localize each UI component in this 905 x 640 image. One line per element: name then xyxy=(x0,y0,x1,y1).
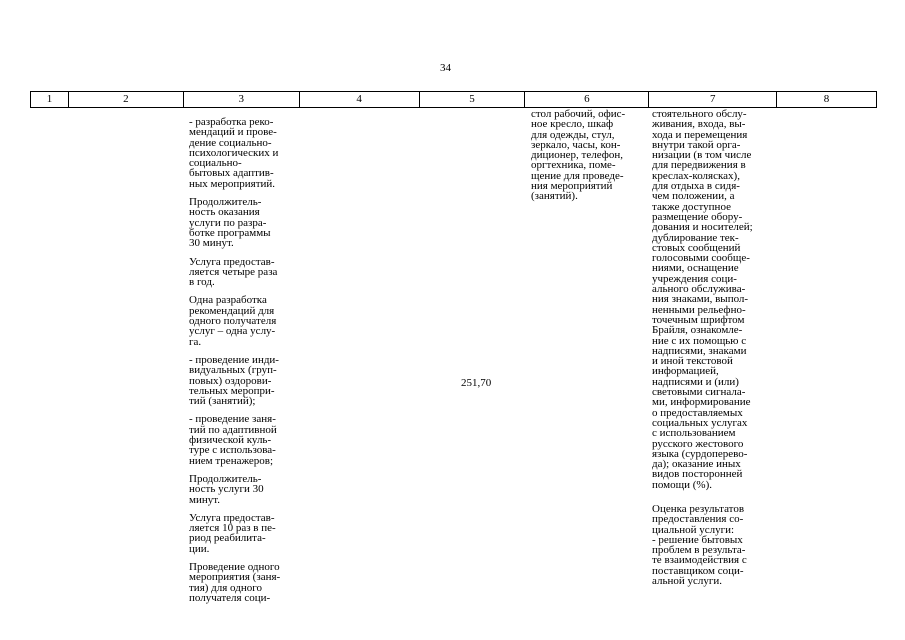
col3-paragraph: Продолжитель- ность услуги 30 минут. xyxy=(189,472,264,506)
column-header-7: 7 xyxy=(649,92,777,107)
column-header-8: 8 xyxy=(777,92,877,107)
column-header-4: 4 xyxy=(300,92,420,107)
column-6-cell: стол рабочий, офис- ное кресло, шкаф для одежды, стул, зеркало, часы, кон- диционер, телефон, оргтехника, поме- щение для проведе- ния мероприятий (занятий). xyxy=(531,108,626,203)
column-3-cell xyxy=(189,117,299,611)
column-7-cell xyxy=(652,109,777,594)
column-header-3: 3 xyxy=(184,92,300,107)
col3-paragraph: Услуга предостав- ляется 10 раз в пе- риод реабилита- ции. xyxy=(189,511,276,555)
col7-paragraph: стоятельного обслу- живания, входа, вы- хода и перемещения внутри такой орга- низации (в том числе для передвижения в креслах-колясках), для отдыха в сидя- чем положении, а также доступное размещение обору- дования и носителей; дублирование тек- стовых сообщений голосовыми сообще- ниями, оснащение учреждения соци- ального обслужива- ния знаками, выпол- ненными рельефно- точечным шрифтом Брайля, ознакомле- ние с их помощью с надписями, знаками и иной текстовой информацией, надписями и (или) световыми сигнала- ми, информирование о предоставляемых социальных услугах с использованием русского жестового языка (сурдоперево- да); оказание иных видов посторонней помощи (%). xyxy=(652,108,753,491)
col3-paragraph: - разработка реко- мендаций и прове- дение социально- психологических и социально- бытовых адаптив- ных мероприятий. xyxy=(189,116,279,190)
column-header-6: 6 xyxy=(525,92,649,107)
column-header-2: 2 xyxy=(69,92,184,107)
col3-paragraph: - проведение заня- тий по адаптивной физической куль- туре с использова- нием тренажеров; xyxy=(189,413,277,467)
col3-paragraph: - проведение инди- видуальных (груп- повых) оздорови- тельных меропри- тий (занятий); xyxy=(189,353,279,408)
col3-paragraph: Услуга предостав- ляется четыре раза в год. xyxy=(189,255,278,289)
page-number: 34 xyxy=(440,62,451,74)
col3-paragraph: Проведение одного мероприятия (заня- тия) для одного получателя соци- xyxy=(189,560,281,604)
column-header-5: 5 xyxy=(420,92,526,107)
col7-paragraph: Оценка результатов предоставления со- циальной услуги: - решение бытовых проблем в результа- те взаимодействия с поставщиком соци- альной услуги. xyxy=(652,502,747,588)
table-header-row xyxy=(30,91,877,108)
col3-paragraph: Продолжитель- ность оказания услуги по разра- ботке программы 30 минут. xyxy=(189,196,271,250)
column-5-value: 251,70 xyxy=(461,377,492,389)
column-header-1: 1 xyxy=(31,92,69,107)
col3-paragraph: Одна разработка рекомендаций для одного получателя услуг – одна услу- га. xyxy=(189,294,277,348)
